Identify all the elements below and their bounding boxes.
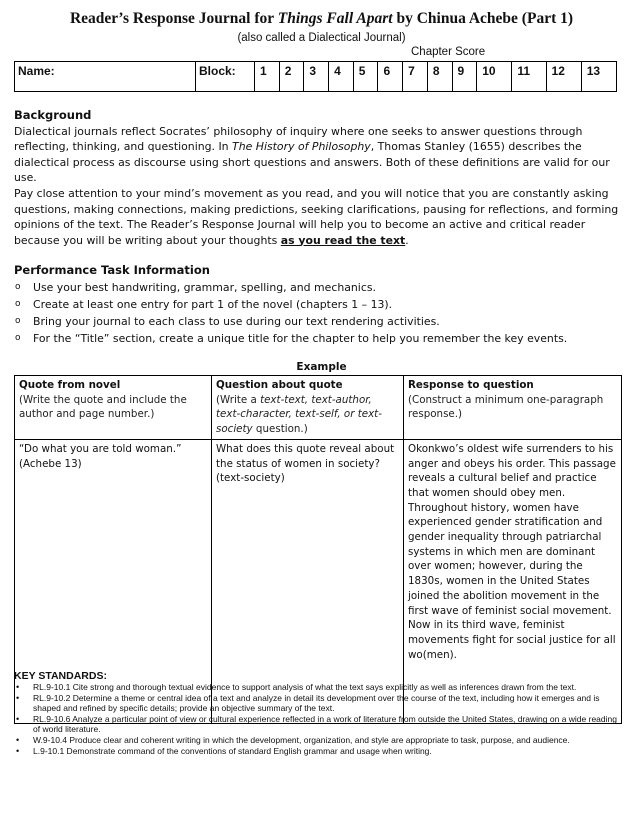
chapter-score-3[interactable]: 3 [304,62,329,92]
chapter-score-1[interactable]: 1 [255,62,280,92]
student-header-table [14,61,617,92]
chapter-score-4[interactable]: 4 [329,62,354,92]
list-item: o Bring your journal to each class to use during our text rendering activities. [14,313,626,330]
inst-question-types: text-text, text-author, text-character, text-self, or text-society [216,393,382,436]
example-question: What does this quote reveal about the status of women in society? (text-society) [216,442,395,485]
col-response-instructions: (Construct a minimum one-paragraph response.) [408,393,604,421]
background-book-title: The History of Philosophy [232,140,371,153]
col-quote-title: Quote from novel [19,379,121,391]
title-book: Things Fall Apart [277,10,393,27]
list-item: • RL.9-10.6 Analyze a particular point of view or cultural experience reflected in a work of literature from outside the United States, drawing on a wide reading of world literature. [14,715,626,735]
list-item: o Use your best handwriting, grammar, spelling, and mechanics. [14,279,626,296]
table-row [15,376,622,440]
col-question-title: Question about quote [216,379,343,391]
performance-heading: Performance Task Information [14,263,210,277]
inst-part: question.) [252,423,308,436]
chapter-score-9[interactable]: 9 [452,62,477,92]
chapter-score-10[interactable]: 10 [477,62,512,92]
key-standards-section [14,670,626,758]
block-label: Block: [199,64,236,78]
performance-list [14,279,626,348]
example-quote: “Do what you are told woman.” [19,442,182,455]
col-response-title: Response to question [408,379,534,391]
list-item: • W.9-10.4 Produce clear and coherent writing in which the development, organization, and style are appropriate to task, purpose, and audience. [14,736,626,746]
key-standards-list [14,683,626,756]
list-item: • RL.9-10.2 Determine a theme or central idea of a text and analyze in detail its development over the course of the text, including how it emerges and is shaped and refined by specific details; provide an objective summary of the text. [14,694,626,714]
document-subtitle: (also called a Dialectical Journal) [237,32,406,44]
col-question-instructions [216,393,399,437]
background-p2: Pay close attention to your mind’s movement as you read, and you will notice that you are constantly asking questions, making connections, making predictions, seeking clarifications, pausing for reflections, and forming opinions of the text. The Reader’s Response Journal will help you to become an active and critical reader because you will be writing about your thoughts [14,187,619,247]
background-p2-end: . [405,233,409,247]
chapter-score-12[interactable]: 12 [546,62,581,92]
example-citation: (Achebe 13) [19,457,82,470]
chapter-score-5[interactable]: 5 [353,62,378,92]
chapter-score-label: Chapter Score [411,46,486,58]
title-prefix: Reader’s Response Journal for [69,10,278,27]
chapter-score-6[interactable]: 6 [378,62,403,92]
list-item: • RL.9-10.1 Cite strong and thorough textual evidence to support analysis of what the text says explicitly as well as inferences drawn from the text. [14,683,626,693]
col-response-header [404,376,622,440]
document-title [0,10,643,28]
list-item: o Create at least one entry for part 1 of the novel (chapters 1 – 13). [14,296,626,313]
background-paragraph-2 [14,186,626,248]
background-emphasis: as you read the text [280,233,406,247]
col-quote-header [15,376,212,440]
chapter-score-8[interactable]: 8 [427,62,452,92]
chapter-score-11[interactable]: 11 [512,62,546,92]
background-heading: Background [14,108,92,122]
col-quote-instructions: (Write the quote and include the author and page number.) [19,393,187,421]
performance-task-section [14,263,626,348]
background-section [14,108,626,186]
chapter-score-2[interactable]: 2 [279,62,304,92]
inst-part: (Write a [216,393,261,406]
chapter-score-7[interactable]: 7 [403,62,428,92]
block-field[interactable] [196,62,255,92]
example-label: Example [296,361,347,373]
list-item: • L.9-10.1 Demonstrate command of the conventions of standard English grammar and usage when writing. [14,747,626,757]
list-item: o For the “Title” section, create a unique title for the chapter to help you remember the key events. [14,330,626,347]
background-p1-end: , Thomas Stanley (1655) describes the dialectical process as discourse using short questions and answers. Both of these definitions are valid for our use. [14,140,610,184]
chapter-score-13[interactable]: 13 [581,62,616,92]
col-question-header [212,376,404,440]
background-p1: Dialectical journals reflect Socrates’ philosophy of inquiry where one seeks to answer questions through reflecting, thinking, and questioning. In [14,124,583,153]
name-field[interactable] [15,62,196,92]
title-suffix: by Chinua Achebe (Part 1) [392,10,574,27]
key-standards-heading: KEY STANDARDS: [14,670,107,682]
example-response: Okonkwo’s oldest wife surrenders to his anger and obeys his order. This passage reveals a cultural belief and practice that women should obey men. Throughout history, women have experienced gender stratification and gender inequality through patriarchal systems in which men are dominant over women; however, during the 1830s, women in the United States joined the abolition movement in the first wave of feminist social movement. Now in its third wave, feminist movements fight for social justice for all wo(men). [408,442,616,661]
name-label: Name: [18,64,55,78]
